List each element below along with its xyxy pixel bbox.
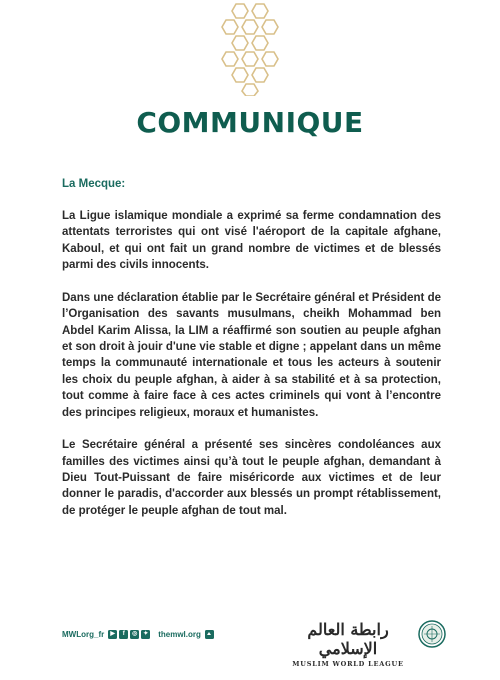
paragraph-3: Le Secrétaire général a présenté ses sincères condoléances aux familles des victimes ainsi qu’à tout le peuple afghan, demandant à Dieu Tout-Puissant de faire miséricorde aux victimes et de leur donner le paradis, d'accorder aux blessés un prompt rétablissement, de protéger le peuple afghan de tout mal.	[62, 439, 441, 517]
website-link[interactable]: themwl.org	[158, 630, 201, 639]
page-title: COMMUNIQUE	[136, 106, 364, 139]
youtube-icon[interactable]: ▶	[108, 630, 117, 639]
mwl-seal-icon	[418, 620, 446, 648]
facebook-icon[interactable]: f	[119, 630, 128, 639]
dateline-location: La Mecque:	[62, 178, 126, 190]
social-icons	[108, 630, 152, 639]
article-body	[62, 208, 441, 535]
footer-contacts	[62, 630, 214, 639]
mwl-logo	[283, 620, 413, 668]
logo-arabic-text: رابطة العالم الإسلامي	[307, 620, 389, 658]
paragraph-2: Dans une déclaration établie par le Secrétaire général et Président de l’Organisation des savants musulmans, cheikh Mohammad ben Abdel Karim Alissa, la LIM a réaffirmé son soutien au peuple afghan et son droit à jouir d'une vie stable et digne ; appelant dans un même temps la communauté internationale et tous les acteurs à soutenir les choix du peuple afghan, à aider à sa stabilité et à sa protection, tout comme à faire face à ces actes criminels qui vont à l’encontre des principes religieux, moraux et humanistes.	[62, 291, 441, 419]
logo-english-text: MUSLIM WORLD LEAGUE	[292, 660, 404, 668]
social-handle[interactable]: MWLorg_fr	[62, 630, 105, 639]
home-icon[interactable]	[205, 630, 214, 639]
paragraph-1: La Ligue islamique mondiale a exprimé sa ferme condamnation des attentats terroristes qui ont visé l'aéroport de la capitale afghane, Kaboul, et qui ont fait un grand nombre de victimes et de blessés parmi des civils innocents.	[62, 210, 441, 272]
twitter-icon[interactable]: ✦	[143, 631, 149, 637]
instagram-icon[interactable]: ◎	[132, 631, 138, 637]
geometric-pattern-icon	[218, 0, 282, 96]
